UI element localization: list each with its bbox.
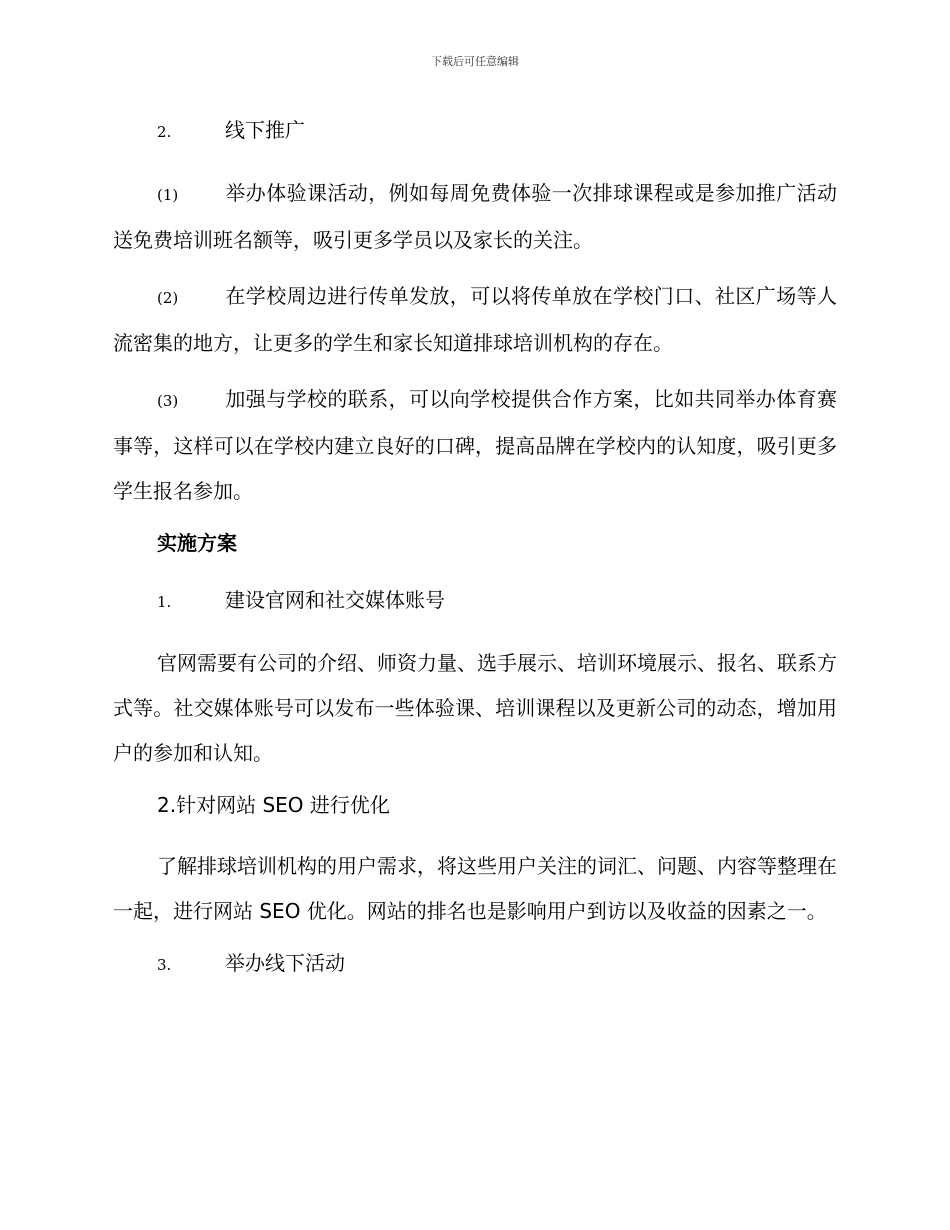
header-note: 下载后可任意编辑	[431, 55, 519, 68]
section-title: 实施方案	[157, 531, 237, 555]
heading-text: 线下推广	[225, 118, 305, 142]
heading-number: 1.	[157, 593, 172, 611]
heading-website-social	[113, 582, 837, 620]
list-marker: (1)	[157, 186, 179, 204]
heading-text: 举办线下活动	[225, 951, 345, 975]
heading-offline-events	[113, 945, 837, 983]
document-content	[113, 112, 837, 1004]
list-item-3	[113, 377, 837, 514]
list-marker: (2)	[157, 289, 179, 307]
paragraph-seo: 了解排球培训机构的用户需求，将这些用户关注的词汇、问题、内容等整理在一起，进行网站 SEO 优化。网站的排名也是影响用户到访以及收益的因素之一。	[113, 854, 837, 923]
heading-number: 3.	[157, 956, 172, 974]
list-item-1	[113, 171, 837, 263]
heading-offline-promotion	[113, 112, 837, 150]
list-item-text: 加强与学校的联系，可以向学校提供合作方案，比如共同举办体育赛事等，这样可以在学校内建立良好的口碑，提高品牌在学校内的认知度，吸引更多学生报名参加。	[113, 387, 837, 503]
heading-seo: 2.针对网站 SEO 进行优化	[157, 793, 390, 817]
paragraph-website: 官网需要有公司的介绍、师资力量、选手展示、培训环境展示、报名、联系方式等。社交媒体账号可以发布一些体验课、培训课程以及更新公司的动态，增加用户的参加和认知。	[113, 651, 837, 765]
heading-text: 建设官网和社交媒体账号	[225, 588, 445, 612]
list-item-text: 举办体验课活动，例如每周免费体验一次排球课程或是参加推广活动送免费培训班名额等，吸引更多学员以及家长的关注。	[113, 181, 837, 252]
list-item-2	[113, 274, 837, 366]
list-marker: (3)	[157, 392, 179, 410]
list-item-text: 在学校周边进行传单发放，可以将传单放在学校门口、社区广场等人流密集的地方，让更多的学生和家长知道排球培训机构的存在。	[113, 284, 837, 355]
heading-number: 2.	[157, 123, 172, 141]
